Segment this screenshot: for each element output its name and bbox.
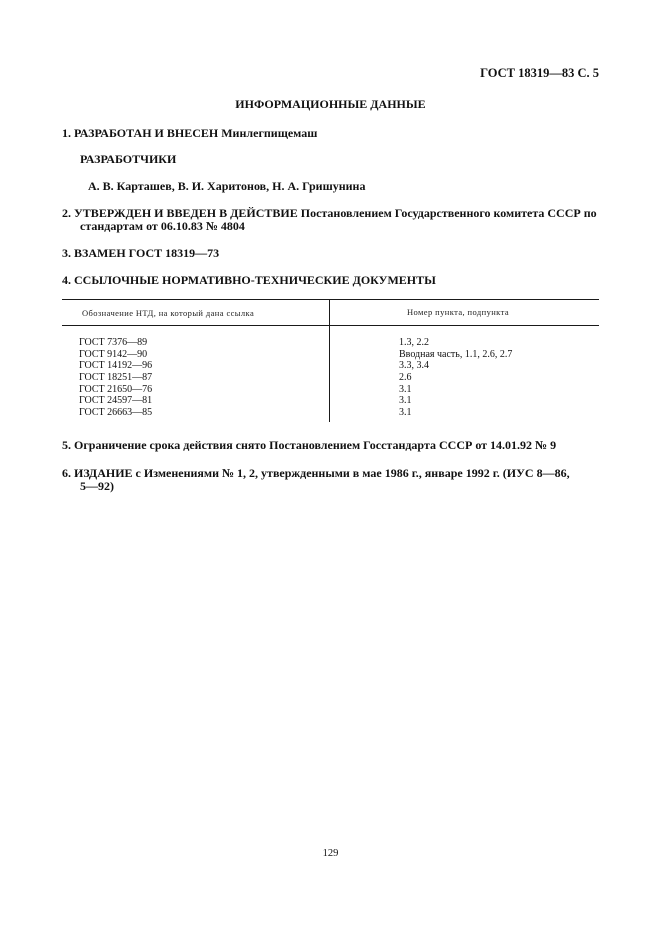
table-cell-ref: 2.6 — [399, 372, 412, 384]
table-row — [62, 360, 599, 372]
developers-heading: РАЗРАБОТЧИКИ — [80, 152, 177, 166]
item-4-references-heading: 4. ССЫЛОЧНЫЕ НОРМАТИВНО-ТЕХНИЧЕСКИЕ ДОКУМЕНТЫ — [62, 273, 436, 287]
table-cell-doc: ГОСТ 7376—89 — [79, 337, 148, 348]
table-cell-ref: 3.1 — [399, 407, 412, 419]
table-row — [62, 349, 599, 361]
table-cell-ref: 3.3, 3.4 — [399, 360, 429, 372]
item-6-edition-line-2: 5—92) — [80, 479, 114, 493]
page-number: 129 — [322, 848, 339, 859]
document-title: ИНФОРМАЦИОННЫЕ ДАННЫЕ — [235, 97, 426, 111]
page-header-doc-ref: ГОСТ 18319—83 С. 5 — [480, 66, 599, 80]
item-2-approved-line-2: стандартам от 06.10.83 № 4804 — [80, 219, 245, 233]
table-cell-ref: 3.1 — [399, 383, 412, 395]
table-row — [62, 395, 599, 407]
item-1-developed-by: 1. РАЗРАБОТАН И ВНЕСЕН Минлегпищемаш — [62, 126, 318, 140]
table-cell-ref: 1.3, 2.2 — [399, 337, 429, 348]
table-row — [62, 384, 599, 396]
item-3-replaces: 3. ВЗАМЕН ГОСТ 18319—73 — [62, 246, 220, 260]
table-row — [62, 337, 599, 349]
item-6-edition-line-1: 6. ИЗДАНИЕ с Изменениями № 1, 2, утвержденными в мае 1986 г., январе 1992 г. (ИУС 8—86, — [62, 466, 570, 480]
table-cell-doc: ГОСТ 26663—85 — [79, 407, 153, 419]
item-2-approved-line-1: 2. УТВЕРЖДЕН И ВВЕДЕН В ДЕЙСТВИЕ Постановлением Государственного комитета СССР по — [62, 206, 597, 220]
table-cell-doc: ГОСТ 14192—96 — [79, 360, 153, 372]
table-cell-doc: ГОСТ 18251—87 — [79, 372, 153, 384]
table-body — [62, 337, 599, 419]
table-cell-doc: ГОСТ 21650—76 — [79, 383, 153, 395]
table-cell-doc: ГОСТ 24597—81 — [79, 395, 153, 407]
table-header-doc: Обозначение НТД, на который дана ссылка — [82, 308, 255, 318]
developers-names: А. В. Карташев, В. И. Харитонов, Н. А. Гришунина — [88, 179, 366, 193]
table-cell-doc: ГОСТ 9142—90 — [79, 348, 148, 360]
table-cell-ref: Вводная часть, 1.1, 2.6, 2.7 — [399, 348, 513, 360]
table-cell-ref: 3.1 — [399, 395, 412, 407]
table-top-rule — [62, 299, 599, 300]
table-header-rule — [62, 325, 599, 326]
table-row — [62, 407, 599, 419]
item-5-validity-limit: 5. Ограничение срока действия снято Постановлением Госстандарта СССР от 14.01.92 № 9 — [62, 438, 557, 452]
table-header-ref: Номер пункта, подпункта — [407, 307, 509, 317]
table-row — [62, 372, 599, 384]
